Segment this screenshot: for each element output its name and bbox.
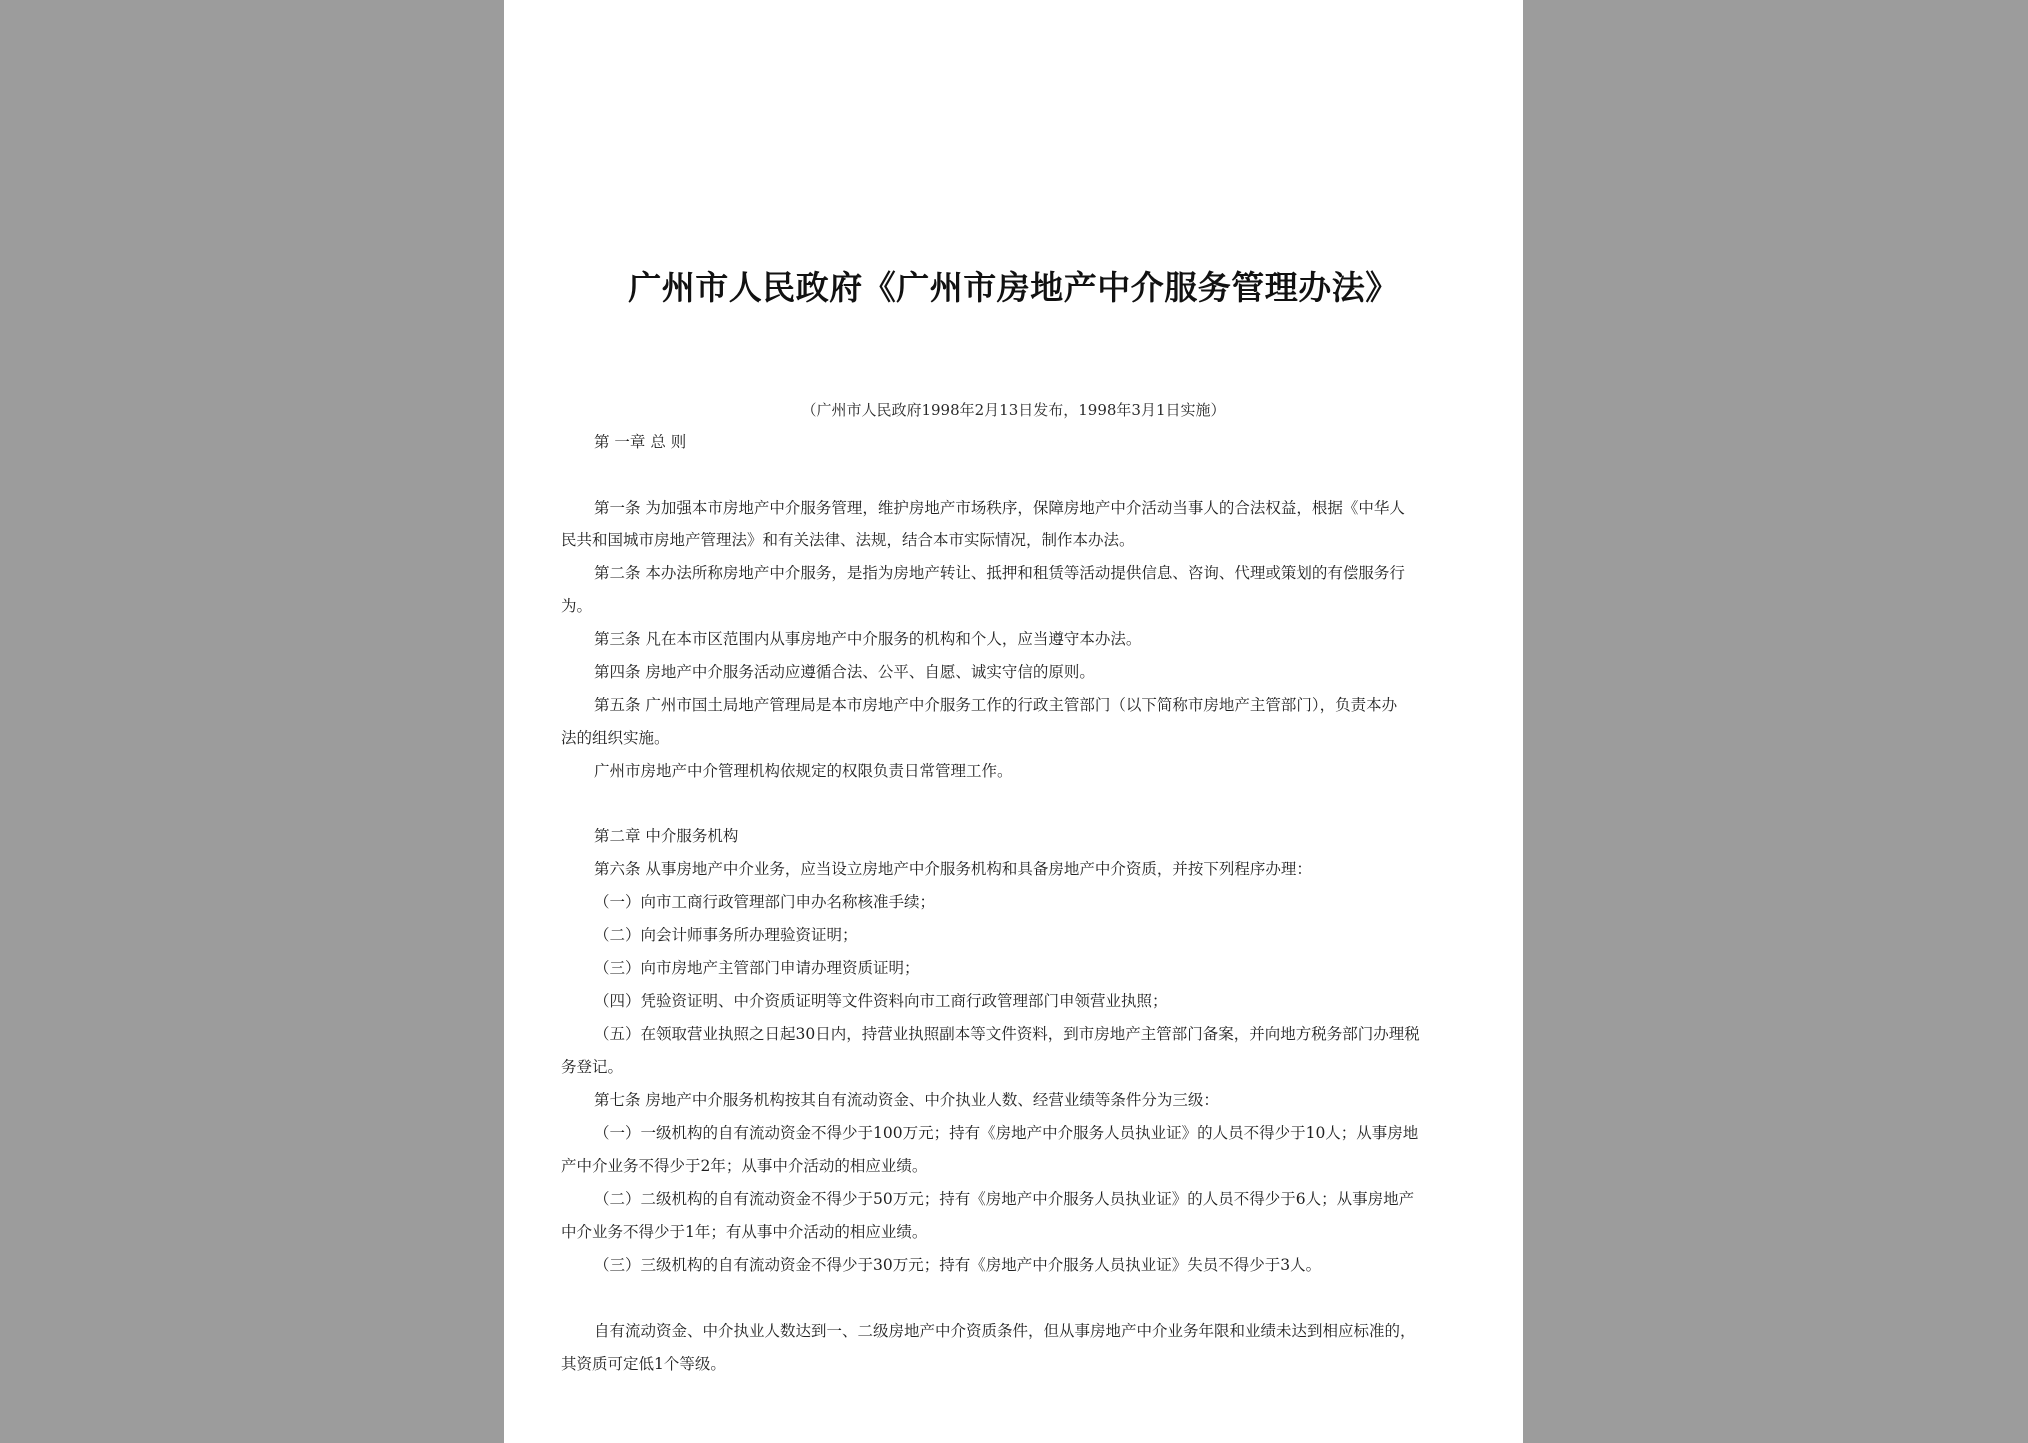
document-page <box>504 0 1523 1443</box>
paragraph-line: 自有流动资金、中介执业人数达到一、二级房地产中介资质条件，但从事房地产中介业务年限和业绩未达到相应标准的， <box>594 1322 1416 1340</box>
paragraph-line: 第四条 房地产中介服务活动应遵循合法、公平、自愿、诚实守信的原则。 <box>594 663 1095 681</box>
chapter-heading: 第 一章 总 则 <box>594 433 687 451</box>
document-title: 广州市人民政府《广州市房地产中介服务管理办法》 <box>628 268 1399 307</box>
paragraph-line: 为。 <box>561 597 593 615</box>
paragraph-line: 第三条 凡在本市区范围内从事房地产中介服务的机构和个人，应当遵守本办法。 <box>594 630 1142 648</box>
document-subtitle: （广州市人民政府1998年2月13日发布，1998年3月1日实施） <box>801 401 1226 419</box>
paragraph-line: 第二条 本办法所称房地产中介服务，是指为房地产转让、抵押和租赁等活动提供信息、咨询、代理或策划的有偿服务行 <box>594 564 1405 582</box>
paragraph-line: （二）二级机构的自有流动资金不得少于50万元；持有《房地产中介服务人员执业证》的人员不得少于6人；从事房地产 <box>594 1190 1415 1208</box>
paragraph-line: 第七条 房地产中介服务机构按其自有流动资金、中介执业人数、经营业绩等条件分为三级： <box>594 1091 1219 1109</box>
paragraph-line: 产中介业务不得少于2年；从事中介活动的相应业绩。 <box>561 1157 928 1175</box>
paragraph-line: （三）三级机构的自有流动资金不得少于30万元；持有《房地产中介服务人员执业证》失员不得少于3人。 <box>594 1256 1322 1274</box>
paragraph-line: 其资质可定低1个等级。 <box>561 1355 726 1373</box>
chapter-heading: 第二章 中介服务机构 <box>594 827 739 845</box>
paragraph-line: （一）向市工商行政管理部门申办名称核准手续； <box>594 893 936 911</box>
paragraph-line: 第六条 从事房地产中介业务，应当设立房地产中介服务机构和具备房地产中介资质，并按下列程序办理： <box>594 860 1312 878</box>
paragraph-line: （五）在领取营业执照之日起30日内，持营业执照副本等文件资料，到市房地产主管部门备案，并向地方税务部门办理税 <box>594 1025 1420 1043</box>
paragraph-line: 第五条 广州市国土局地产管理局是本市房地产中介服务工作的行政主管部门（以下简称市房地产主管部门），负责本办 <box>594 696 1398 714</box>
paragraph-line: （三）向市房地产主管部门申请办理资质证明； <box>594 959 920 977</box>
paragraph-line: 民共和国城市房地产管理法》和有关法律、法规，结合本市实际情况，制作本办法。 <box>561 531 1135 549</box>
paragraph-line: （一）一级机构的自有流动资金不得少于100万元；持有《房地产中介服务人员执业证》的人员不得少于10人；从事房地 <box>594 1124 1419 1142</box>
paragraph-line: 中介业务不得少于1年；有从事中介活动的相应业绩。 <box>561 1223 928 1241</box>
paragraph-line: 广州市房地产中介管理机构依规定的权限负责日常管理工作。 <box>594 762 1013 780</box>
paragraph-line: 法的组织实施。 <box>561 729 670 747</box>
paragraph-line: 务登记。 <box>561 1058 624 1076</box>
paragraph-line: （四）凭验资证明、中介资质证明等文件资料向市工商行政管理部门申领营业执照； <box>594 992 1168 1010</box>
paragraph-line: （二）向会计师事务所办理验资证明； <box>594 926 858 944</box>
paragraph-line: 第一条 为加强本市房地产中介服务管理，维护房地产市场秩序，保障房地产中介活动当事人的合法权益，根据《中华人 <box>594 499 1405 517</box>
